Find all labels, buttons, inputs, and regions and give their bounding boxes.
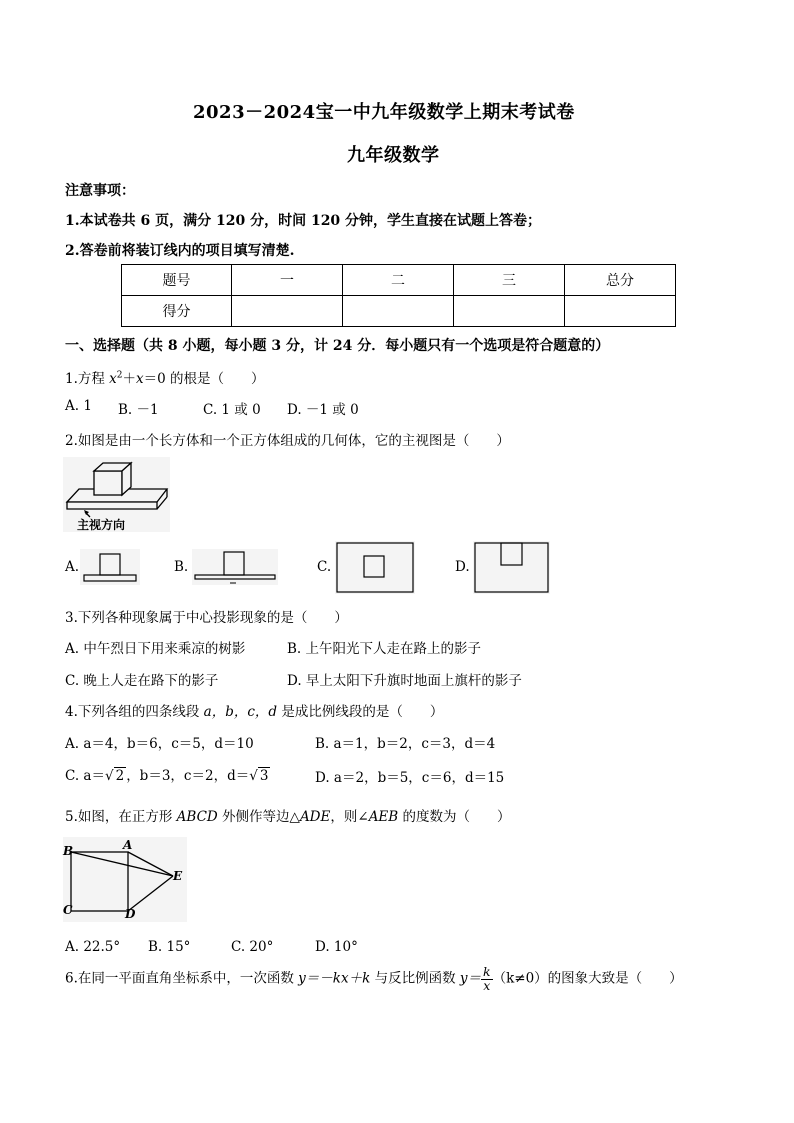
section-1-heading: 一、选择题（共 8 小题，每小题 3 分，计 24 分．每小题只有一个选项是符合题意的） — [65, 338, 610, 354]
q6-fraction-numerator: k — [483, 964, 491, 979]
notes-heading: 注意事项： — [65, 183, 135, 199]
q4-optc-mid: ，b＝3，c＝2，d＝ — [126, 768, 250, 784]
q5-text-a: 5.如图，在正方形 — [65, 809, 177, 825]
q6-text-c: （k≠0）的图象大致是（ ） — [492, 970, 683, 987]
score-input-cell[interactable] — [454, 296, 565, 327]
q5-label-a: A — [123, 838, 133, 852]
q5-shape: ABCD — [176, 809, 218, 825]
q4-option-b[interactable]: B. a＝1，b＝2，c＝3，d＝4 — [315, 736, 496, 752]
q4-text-a: 4.下列各组的四条线段 — [65, 704, 204, 720]
q3-option-d[interactable]: D. 早上太阳下升旗时地面上旗杆的影子 — [287, 673, 522, 689]
q2-geometry-figure — [63, 457, 170, 532]
q5-option-b[interactable]: B. 15° — [148, 939, 191, 955]
score-header-cell: 一 — [232, 265, 343, 296]
score-header-cell: 题号 — [122, 265, 232, 296]
q4-vars: a，b，c，d — [203, 704, 278, 720]
q1-suffix: ＝0 的根是（ ） — [143, 371, 265, 387]
q2-option-d-figure[interactable] — [473, 541, 550, 594]
score-input-cell[interactable] — [565, 296, 676, 327]
q5-square-figure — [63, 837, 187, 922]
q5-label-b: B — [63, 844, 74, 858]
q5-text-b: 外侧作等边△ — [217, 809, 300, 825]
q5-option-c[interactable]: C. 20° — [231, 939, 274, 955]
q6-fraction — [481, 966, 493, 992]
q1-option-d[interactable]: D. －1 或 0 — [287, 402, 359, 418]
q5-text-c: ，则∠ — [330, 809, 369, 825]
q5-option-a[interactable]: A. 22.5° — [65, 939, 121, 955]
question-1 — [65, 367, 265, 387]
exam-subtitle: 九年级数学 — [347, 145, 440, 166]
notes-line-2: 2.答卷前将装订线内的项目填写清楚. — [65, 243, 295, 259]
q1-plus: ＋ — [122, 371, 137, 387]
q6-text-b: 与反比例函数 — [370, 970, 460, 987]
q2-option-c-figure[interactable] — [335, 541, 415, 594]
question-2: 2.如图是由一个长方体和一个正方体组成的几何体，它的主视图是（ ） — [65, 433, 510, 449]
q5-triangle: ADE — [299, 809, 331, 825]
question-5 — [65, 805, 511, 825]
score-input-cell[interactable] — [343, 296, 454, 327]
q2-option-a-label[interactable]: A. — [65, 559, 80, 575]
q1-option-a[interactable]: A. 1 — [65, 398, 92, 414]
q1-option-b[interactable]: B. －1 — [118, 402, 159, 418]
score-input-cell[interactable] — [232, 296, 343, 327]
q4-sqrt-3-radicand: 3 — [259, 768, 269, 784]
score-row-label: 得分 — [122, 296, 232, 327]
q4-optc-pre: C. a＝ — [65, 768, 105, 784]
q2-option-b-label[interactable]: B. — [174, 559, 189, 575]
q2-option-d-label[interactable]: D. — [455, 559, 470, 575]
score-header-cell: 三 — [454, 265, 565, 296]
exam-title: 2023－2024宝一中九年级数学上期末考试卷 — [193, 102, 575, 123]
q4-option-d[interactable]: D. a＝2，b＝5，c＝6，d＝15 — [315, 770, 505, 786]
q1-option-c[interactable]: C. 1 或 0 — [203, 402, 261, 418]
q1-var-x2: x — [136, 371, 144, 387]
q2-option-a-drawing — [80, 549, 140, 585]
q5-option-d[interactable]: D. 10° — [315, 939, 358, 955]
q6-fraction-denominator: x — [483, 977, 491, 993]
q6-text-a: 6.在同一平面直角坐标系中，一次函数 — [65, 970, 299, 987]
q4-sqrt-2: √ 2 — [104, 768, 125, 784]
q4-text-b: 是成比例线段的是（ ） — [277, 704, 444, 720]
q3-option-b[interactable]: B. 上午阳光下人走在路上的影子 — [287, 641, 482, 657]
question-3: 3.下列各种现象属于中心投影现象的是（ ） — [65, 610, 348, 626]
q6-linear-function: y＝－kx＋k — [298, 970, 371, 987]
q2-view-direction-label: 主视方向 — [77, 518, 126, 532]
score-table — [121, 264, 676, 327]
q5-label-d: D — [125, 907, 136, 921]
score-table-header-row — [122, 265, 676, 296]
q3-option-c[interactable]: C. 晚上人走在路下的影子 — [65, 673, 219, 689]
q2-option-b-drawing — [192, 549, 278, 585]
q2-option-a-figure[interactable] — [80, 549, 140, 585]
question-6 — [65, 966, 683, 992]
q2-option-c-label[interactable]: C. — [317, 559, 332, 575]
score-header-cell: 总分 — [565, 265, 676, 296]
q2-option-d-drawing — [473, 541, 550, 594]
q1-prefix: 1.方程 — [65, 371, 110, 387]
notes-line-1: 1.本试卷共 6 页，满分 120 分，时间 120 分钟，学生直接在试题上答卷； — [65, 213, 542, 229]
question-4 — [65, 700, 443, 720]
q5-label-e: E — [173, 869, 183, 883]
q5-label-c: C — [63, 903, 73, 917]
q4-option-c[interactable] — [65, 764, 270, 784]
q1-var-x: x — [109, 371, 117, 387]
q4-sqrt-3: √ 3 — [249, 768, 269, 784]
q4-option-a[interactable]: A. a＝4，b＝6，c＝5，d＝10 — [65, 736, 254, 752]
q5-angle: AEB — [368, 809, 399, 825]
q5-text-d: 的度数为（ ） — [398, 809, 511, 825]
q1-exponent: 2 — [116, 370, 123, 381]
score-table-score-row — [122, 296, 676, 327]
q6-y-equals: y＝ — [459, 970, 482, 987]
score-header-cell: 二 — [343, 265, 454, 296]
q2-option-b-figure[interactable] — [192, 549, 278, 585]
q2-option-c-drawing — [335, 541, 415, 594]
q4-sqrt-2-radicand: 2 — [115, 768, 125, 784]
q3-option-a[interactable]: A. 中午烈日下用来乘凉的树影 — [65, 641, 246, 657]
